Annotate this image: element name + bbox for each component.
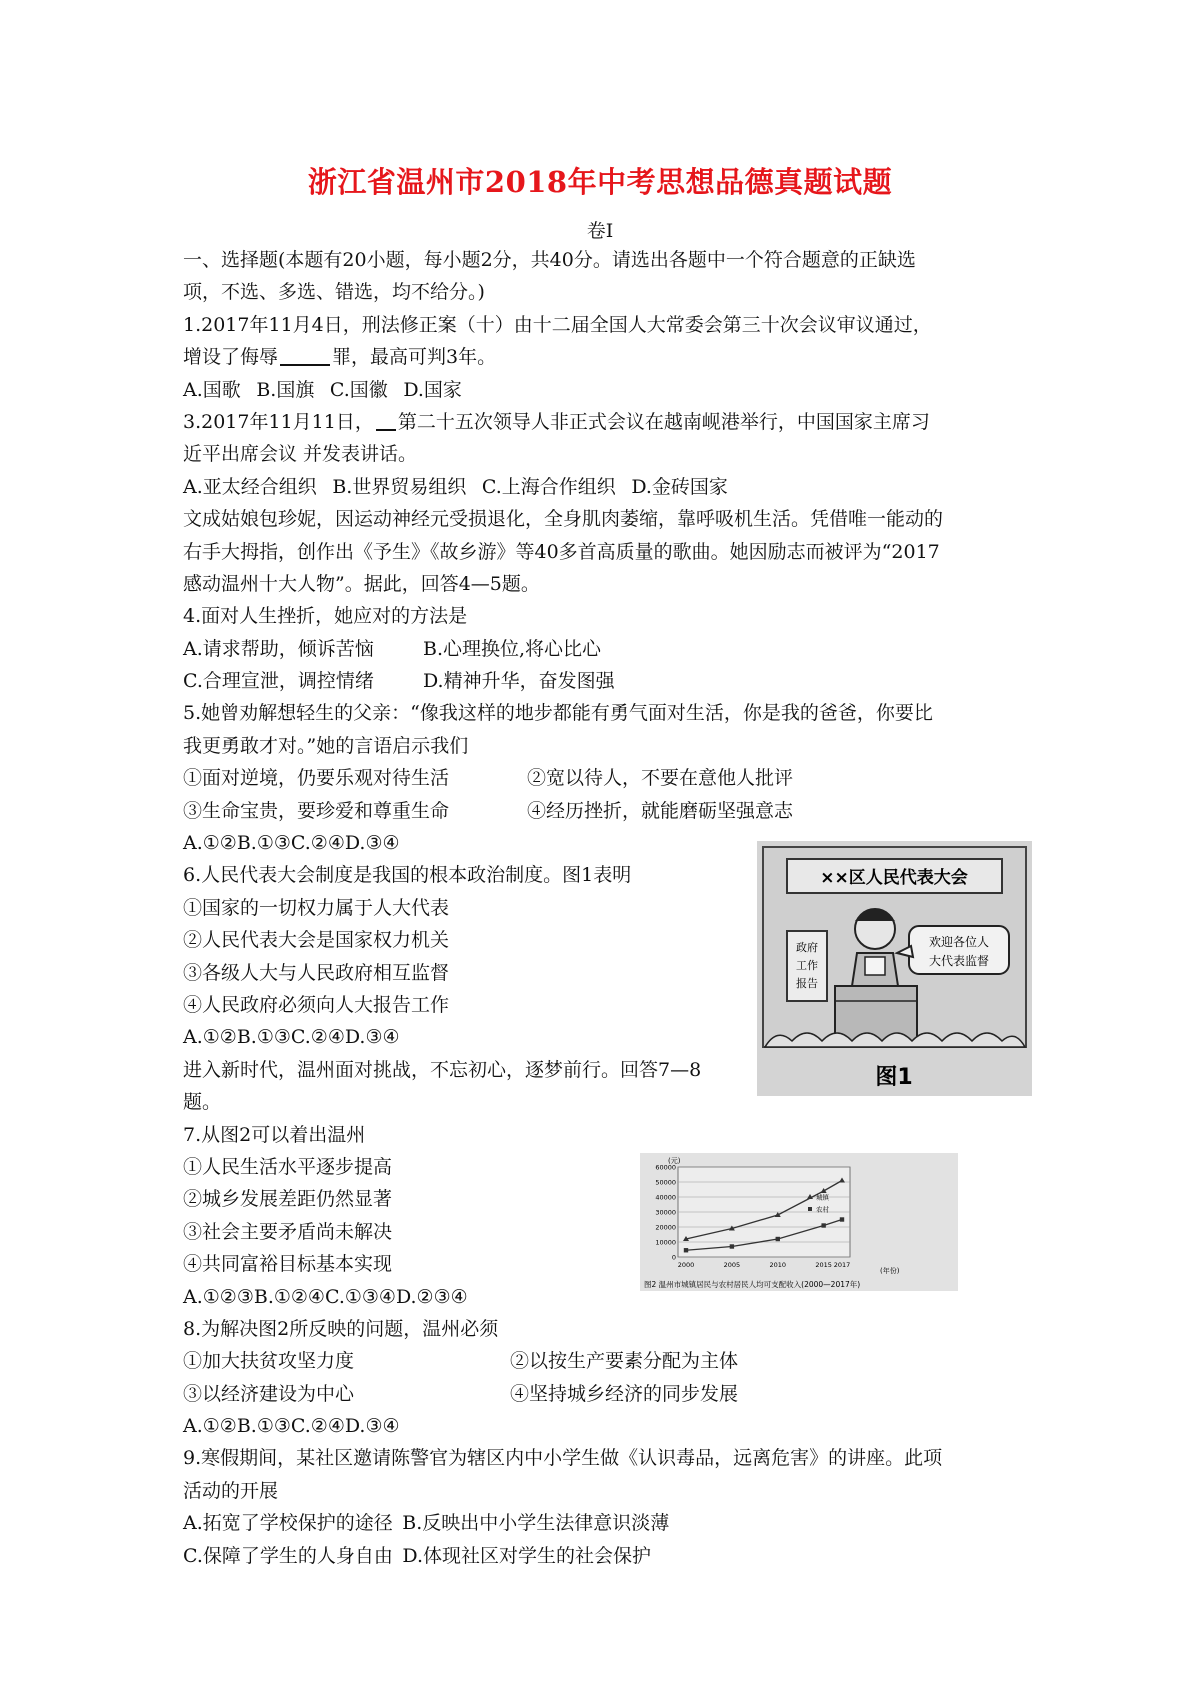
passage-line: 进入新时代，温州面对挑战，不忘初心，逐梦前行。回答7—8 bbox=[183, 1058, 702, 1081]
q3-option-b: B.世界贸易组织 bbox=[332, 475, 467, 498]
q1-text-b: 罪，最高可判3年。 bbox=[332, 346, 497, 369]
q9-stem-cont: 活动的开展 bbox=[183, 1479, 279, 1502]
x-tick-label: 2015 bbox=[815, 1261, 832, 1269]
q4-options-row1 bbox=[183, 633, 1033, 665]
answer-blank bbox=[280, 344, 330, 366]
q4-option-b: B.心理换位,将心比心 bbox=[423, 637, 602, 660]
report-text-1: 政府 bbox=[796, 941, 818, 954]
q5-item-1: ①面对逆境，仍要乐观对待生活 bbox=[183, 767, 450, 790]
audience-clouds bbox=[765, 1033, 1025, 1047]
q4-option-c: C.合理宣泄，调控情绪 bbox=[183, 670, 374, 693]
figure-2-caption: 图2 温州市城镇居民与农村居民人均可支配收入(2000—2017年) bbox=[644, 1280, 861, 1289]
q8-items-row1 bbox=[183, 1345, 1033, 1377]
legend-label: 农村 bbox=[816, 1205, 829, 1214]
x-unit-label: (年份) bbox=[880, 1267, 900, 1275]
x-tick-label: 2005 bbox=[723, 1261, 741, 1269]
passage-line: 文成姑娘包珍妮，因运动神经元受损退化，全身肌肉萎缩，靠呼吸机生活。凭借唯一能动的 bbox=[183, 508, 944, 531]
q1-options bbox=[183, 374, 1033, 406]
q9-stem: 9.寒假期间，某社区邀请陈警官为辖区内中小学生做《认识毒品，远离危害》的讲座。此项 bbox=[183, 1447, 943, 1470]
q1-option-b: B.国旗 bbox=[256, 378, 315, 401]
report-text-3: 报告 bbox=[796, 977, 818, 990]
q5-stem-cont: 我更勇敢才对。”她的言语启示我们 bbox=[183, 734, 469, 757]
q3-text-a: 3.2017年11月11日， bbox=[183, 410, 374, 433]
q5-items-row1 bbox=[183, 762, 1033, 794]
q7-stem: 7.从图2可以着出温州 bbox=[183, 1123, 366, 1146]
y-tick-label: 30000 bbox=[655, 1208, 676, 1217]
q5-stem: 5.她曾劝解想轻生的父亲：“像我这样的地步都能有勇气面对生活，你是我的爸爸，你要比 bbox=[183, 702, 933, 725]
q9-option-a: A.拓宽了学校保护的途径 bbox=[183, 1512, 393, 1535]
data-point bbox=[840, 1217, 844, 1221]
q7-item-2: ②城乡发展差距仍然显著 bbox=[183, 1188, 393, 1211]
y-tick-label: 0 bbox=[671, 1253, 676, 1262]
q3-options bbox=[183, 471, 1033, 503]
figure-1-caption: 图1 bbox=[875, 1065, 913, 1090]
q4-options-row2 bbox=[183, 665, 1033, 697]
q9-option-c: C.保障了学生的人身自由 bbox=[183, 1544, 393, 1567]
q1-stem: 1.2017年11月4日，刑法修正案（十）由十二届全国人大常委会第三十次会议审议通过， bbox=[183, 313, 932, 336]
q3-option-d: D.金砖国家 bbox=[631, 475, 728, 498]
q3-option-c: C.上海合作组织 bbox=[481, 475, 616, 498]
x-tick-label: 2000 bbox=[677, 1261, 695, 1269]
q8-item-1: ①加大扶贫攻坚力度 bbox=[183, 1350, 355, 1373]
q6-item-1: ①国家的一切权力属于人大代表 bbox=[183, 896, 450, 919]
volume-label: 卷Ⅰ bbox=[586, 220, 614, 242]
answer-blank bbox=[376, 409, 396, 431]
q8-items-row2 bbox=[183, 1378, 1033, 1410]
q8-stem: 8.为解决图2所反映的问题，温州必须 bbox=[183, 1317, 499, 1340]
figure-1 bbox=[757, 841, 1032, 1096]
page-title: 浙江省温州市2018年中考思想品德真题试题 bbox=[307, 165, 893, 199]
podium bbox=[835, 986, 917, 1041]
q9-options-row1 bbox=[183, 1507, 1033, 1539]
y-tick-label: 10000 bbox=[655, 1238, 676, 1247]
passage-line: 感动温州十大人物”。据此，回答4—5题。 bbox=[183, 572, 540, 595]
q6-item-4: ④人民政府必须向人大报告工作 bbox=[183, 993, 450, 1016]
section-heading-cont: 项，不选、多选、错选，均不给分。) bbox=[183, 281, 485, 304]
q6-item-3: ③各级人大与人民政府相互监督 bbox=[183, 961, 450, 984]
speaker-paper bbox=[865, 957, 885, 975]
data-point bbox=[684, 1248, 688, 1252]
section-heading: 一、选择题(本题有20小题，每小题2分，共40分。请选出各题中一个符合题意的正缺选 bbox=[183, 249, 916, 271]
y-unit-label: (元) bbox=[668, 1157, 681, 1165]
speech-text-2: 大代表监督 bbox=[928, 954, 990, 968]
q9-option-d: D.体现社区对学生的社会保护 bbox=[402, 1544, 652, 1567]
data-point bbox=[730, 1244, 734, 1248]
q3-stem-cont: 近平出席会议 并发表讲话。 bbox=[183, 443, 418, 466]
passage-line: 题。 bbox=[183, 1091, 222, 1114]
q3-text-b: 第二十五次领导人非正式会议在越南岘港举行，中国国家主席习 bbox=[397, 410, 930, 433]
q8-options: A.①②B.①③C.②④D.③④ bbox=[183, 1415, 400, 1438]
legend-marker bbox=[808, 1207, 812, 1211]
q1-option-a: A.国歌 bbox=[183, 378, 241, 401]
q5-items-row2 bbox=[183, 795, 1033, 827]
q3-stem bbox=[183, 406, 1033, 438]
data-point bbox=[776, 1237, 780, 1241]
q9-option-b: B.反映出中小学生法律意识淡薄 bbox=[402, 1512, 670, 1535]
q8-item-3: ③以经济建设为中心 bbox=[183, 1382, 355, 1405]
q6-item-2: ②人民代表大会是国家权力机关 bbox=[183, 929, 450, 952]
x-tick-label: 2010 bbox=[769, 1261, 787, 1269]
q1-stem-cont bbox=[183, 341, 1033, 373]
q7-item-4: ④共同富裕目标基本实现 bbox=[183, 1253, 393, 1276]
q4-option-a: A.请求帮助，倾诉苦恼 bbox=[183, 637, 374, 660]
q4-option-d: D.精神升华，奋发图强 bbox=[423, 670, 615, 693]
q5-options: A.①②B.①③C.②④D.③④ bbox=[183, 832, 400, 855]
data-point bbox=[821, 1223, 825, 1227]
q9-options-row2 bbox=[183, 1540, 1033, 1572]
x-tick-label: 2017 bbox=[833, 1261, 851, 1269]
q6-stem: 6.人民代表大会制度是我国的根本政治制度。图1表明 bbox=[183, 864, 632, 887]
y-tick-label: 40000 bbox=[655, 1193, 676, 1202]
q1-option-c: C.国徽 bbox=[329, 378, 388, 401]
y-tick-label: 20000 bbox=[655, 1223, 676, 1232]
y-tick-label: 50000 bbox=[655, 1178, 676, 1187]
q6-options: A.①②B.①③C.②④D.③④ bbox=[183, 1026, 400, 1049]
speech-text-1: 欢迎各位人 bbox=[928, 935, 990, 949]
q5-item-4: ④经历挫折，就能磨砺坚强意志 bbox=[527, 799, 794, 822]
q3-option-a: A.亚太经合组织 bbox=[183, 475, 317, 498]
q7-item-1: ①人民生活水平逐步提高 bbox=[183, 1155, 393, 1178]
y-tick-label: 60000 bbox=[655, 1163, 676, 1172]
figure-1-illustration bbox=[757, 841, 1032, 1096]
legend-label: 城镇 bbox=[816, 1193, 829, 1202]
q5-item-3: ③生命宝贵，要珍爱和尊重生命 bbox=[183, 799, 450, 822]
report-text-2: 工作 bbox=[796, 959, 818, 972]
q1-option-d: D.国家 bbox=[403, 378, 462, 401]
q4-stem: 4.面对人生挫折，她应对的方法是 bbox=[183, 605, 468, 628]
q8-item-4: ④坚持城乡经济的同步发展 bbox=[510, 1382, 739, 1405]
banner-text: ××区人民代表大会 bbox=[820, 868, 968, 888]
figure-2 bbox=[640, 1153, 958, 1291]
q7-options: A.①②③B.①②④C.①③④D.②③④ bbox=[183, 1285, 468, 1308]
passage-line: 右手大拇指，创作出《予生》《故乡游》等40多首高质量的歌曲。她因励志而被评为“2017 bbox=[183, 540, 940, 563]
q1-text-a: 增设了侮辱 bbox=[183, 346, 279, 369]
q7-item-3: ③社会主要矛盾尚未解决 bbox=[183, 1220, 393, 1243]
q8-item-2: ②以按生产要素分配为主体 bbox=[510, 1350, 739, 1373]
figure-2-chart bbox=[640, 1153, 958, 1291]
q5-item-2: ②宽以待人，不要在意他人批评 bbox=[527, 767, 794, 790]
